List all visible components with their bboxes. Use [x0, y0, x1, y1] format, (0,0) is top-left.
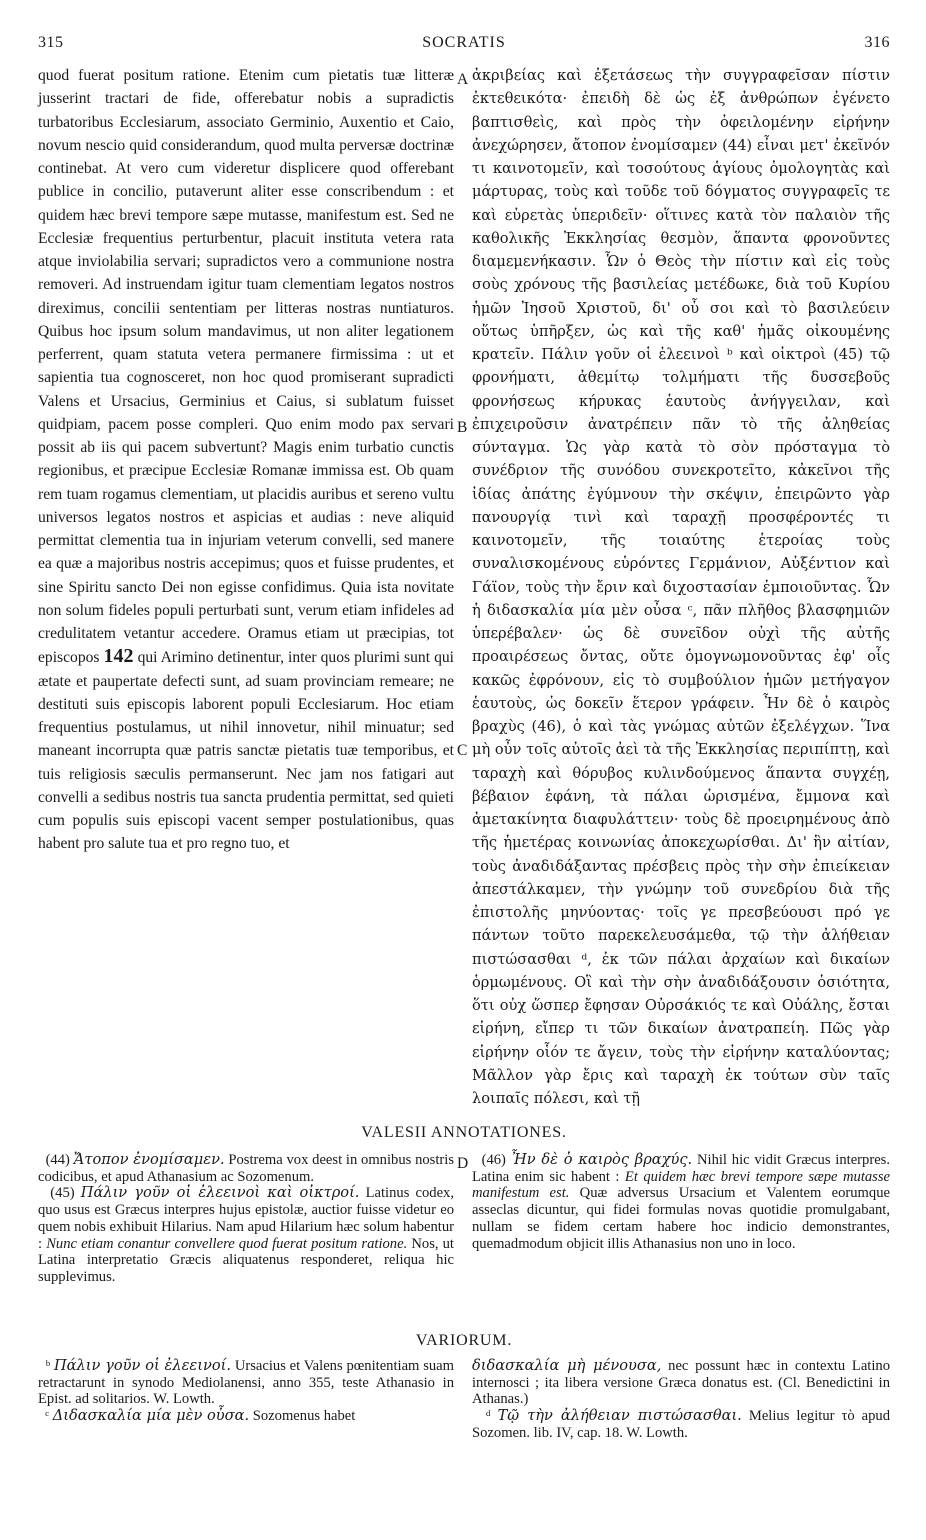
- note-d-greek: Τῷ τὴν ἀλήθειαν πιστώσασθαι.: [497, 1407, 742, 1425]
- latin-text-part2: qui Arimino detinentur, inter quos plurimi sunt qui ætate et paupertate defecti sunt, ad suam provinciam remeare; ne destituti suis episcopis laborent populi Ecclesiarum. Hoc etiam frequentius postulamus, ut nihil innovetur, nihil minuatur; sed maneant incorrupta quæ patris sanctæ pietatis tuæ temporibus, et tuis religiosis sæculis permanserunt. Nec jam nos fatigari aut convelli a sedibus nostris tua sancta prudentia permittat, sed quieti cum populis suis episcopi vacent semper postulationibus, quas habent pro salute tua et pro regno tuo, et: [38, 649, 454, 853]
- note-c-text1: Sozomenus habet: [252, 1408, 356, 1425]
- note-46-quote: Et quidem hæc brevi tempore sæpe mutasse manifestum est.: [472, 1168, 891, 1202]
- note-b-label: ᵇ: [45, 1358, 51, 1374]
- note-d: [472, 1408, 890, 1441]
- running-title: SOCRATIS: [422, 34, 506, 51]
- running-header: [38, 34, 890, 58]
- note-d-text: Melius legitur τὸ apud Sozomen. lib. IV, cap. 18. W. Lowth.: [472, 1408, 891, 1441]
- note-c-greek: Διδασκαλία μία μὲν οὖσα.: [52, 1407, 250, 1425]
- greek-paragraph: ἀκριβείας καὶ ἐξετάσεως τὴν συγγραφεῖσαν πίστιν ἐκτεθεικότα· ἐπειδὴ δὲ ὡς ἐξ ἀνθρώπων ἐγένετο βαπτισθεὶς, καὶ πρὸς τὴν ὀφειλομένην εἰρήνην ἀνεχώρησεν, ἄτοπον ἐνομίσαμεν (44) εἶναι μετ' ἐκεῖνόν τι καινοτομεῖν, καὶ τοσούτους ἁγίους ὁμολογητὰς καὶ μάρτυρας, τοὺς καὶ τοῦδε τοῦ δόγματος συγγραφεῖς τε καὶ εὑρετὰς ὑπεριδεῖν· οἵτινες κατὰ τὸν παλαιὸν τῆς καθολικῆς Ἐκκλησίας θεσμὸν, ἅπαντα φρονοῦντες διαμεμενήκασιν. Ὧν ὁ Θεὸς τὴν πίστιν καὶ εἰς τοὺς σοὺς χρόνους τῆς βασιλείας μετέδωκε, διὰ τοῦ Κυρίου ἡμῶν Ἰησοῦ Χριστοῦ, δι' οὗ σοι καὶ τὸ βασιλεύειν οὕτως ὑπῆρξεν, ὡς καὶ τῆς καθ' ἡμᾶς οἰκουμένης κρατεῖν. Πάλιν γοῦν οἱ ἐλεεινοὶ ᵇ καὶ οἰκτροὶ (45) τῷ φρονήματι, ἀθεμίτῳ τολμήματι τῆς δυσσεβοῦς φρονήσεως κήρυκας ἑαυτοὺς ἀνήγγειλαν, καὶ ἐπιχειροῦσιν ἀνατρέπειν πᾶν τὸ τῆς ἀληθείας σύνταγμα. Ὡς γὰρ κατὰ τὸ σὸν πρόσταγμα τὸ συνέδριον τῆς συνόδου συνεκροτεῖτο, κἀκεῖνοι τῆς ἰδίας ἀπάτης ἐγύμνουν τὴν σκέψιν, ἐπειρῶντο γὰρ πανουργίᾳ τινὶ καὶ ταραχῇ προσφέροντές τι καινοτομεῖν, τῆς τοιαύτης ἑτεροίας τοὺς συναλισκομένους εὑρόντες Γερμάνιον, Αὐξέντιον καὶ Γάϊον, τοὺς τὴν ἔριν καὶ διχοστασίαν ἐμποιοῦντας. Ὧν ἡ διδασκαλία μία μὲν οὖσα ᶜ, πᾶν πλῆθος βλασφημιῶν ὑπερέβαλεν· ὡς δὲ συνεῖδον οὐχὶ τῆς αὐτῆς προαιρέσεως ὄντας, οὔτε ὁμογνωμονοῦντας ἐφ' οἷς κακῶς ἐφρόνουν, εἰς τὸ συμβούλιον ἡμῶν μετήγαγον ἑαυτοὺς, ὡς δοκεῖν ἕτερον γράφειν. Ἦν δὲ ὁ καιρὸς βραχὺς (46), ὁ καὶ τὰς γνώμας αὐτῶν ἐξελέγχων. Ἵνα μὴ οὖν τοῖς αὐτοῖς ἀεὶ τὰ τῆς Ἐκκλησίας περιπίπτῃ, καὶ ταραχὴ καὶ θόρυβος κυλινδούμενος ἅπαντα συγχέῃ, βέβαιον ἐφάνη, τὰ πάλαι ὡρισμένα, ἔμμονα καὶ ἀμετακίνητα διαφυλάττειν· τοὺς δὲ προειρημένους ἀπὸ τῆς ἡμετέρας κοινωνίας ἀποκεχωρίσθαι. Δι' ἣν αἰτίαν, τοὺς ἀναδιδάξαντας πρέσβεις πρὸς τὴν σὴν ἐπιείκειαν ἀπεστάλκαμεν, τὴν γνώμην τοῦ συνεδρίου διὰ τῆς ἐπιστολῆς μηνύοντας· τοῖς γε πρεσβεύουσι πρό γε πάντων τοῦτο παρεκελευσάμεθα, τῷ τὴν ἀλήθειαν πιστώσασθαι ᵈ, ἐκ τῶν πάλαι ἀρχαίων καὶ δικαίων ὁρμωμένους. Οἳ καὶ τὴν σὴν ἀναδιδάξουσιν ὁσιότητα, ὅτι οὐχ ὥσπερ ἔφησαν Οὐρσάκιός τε καὶ Οὐάλης, ἔσται εἰρήνη, εἴπερ τι τῶν δικαίων ἀνατραπείη. Πῶς γὰρ εἰρήνην οἷόν τε ἄγειν, τοὺς τὴν εἰρήνην καταλύοντας; Μᾶλλον γὰρ ἔρις καὶ ταραχὴ ἐκ τούτων σὺν ταῖς λοιπαῖς πόλεσι, καὶ τῇ: [472, 67, 890, 1107]
- note-45: [38, 1185, 454, 1285]
- note-44-label: (44): [45, 1152, 70, 1168]
- note-46-text1: Nihil hic vidit Græcus interpres. Latina enim sic habent :: [472, 1152, 891, 1185]
- note-45-greek: Πάλιν γοῦν οἱ ἐλεεινοὶ καὶ οἰκτροί.: [80, 1184, 360, 1202]
- latin-column: [38, 64, 454, 1110]
- page-number-left: 315: [38, 34, 64, 51]
- valesii-notes-right: [472, 1152, 890, 1252]
- margin-marker-b: B: [457, 419, 468, 436]
- latin-text-part1: quod fuerat positum ratione. Etenim cum pietatis tuæ litteræ jusserint tractari de fide, offerebatur nobis a supradictis turbatoribus Ecclesiarum, associato Germinio, Auxentio et Caio, novum nescio quid considerandum, quod multa perversæ doctrinæ continebat. At vero cum videretur displicere quod offerebant publice in concilio, putaverunt aliter esse conscribendum : et quidem hæc brevi tempore sæpe mutasse, manifestum est. Sed ne Ecclesiæ frequentius perturbentur, placuit instituta vetera rata atque inviolabilia servari; supradictos vero a communione nostra removeri. Ad instruendam igitur tuam clementiam legatos nostros direximus, concilii sententiam per litteras nostras nuntiaturos. Quibus hoc ipsum solum mandavimus, ut non aliter legationem perferrent, quam statuta vetera permanere firmissima : ut et sapientia tua cognosceret, non hoc quod promiserant supradicti Valens et Ursacius, Germinius et Caius, si sublatum fuisset quidpiam, pacem posse compleri. Quo enim modo pax servari possit ab iis qui pacem subvertunt? Magis enim turbatio cunctis regionibus, et præcipue Ecclesiæ Romanæ immissa est. Ob quam rem tuam rogamus clementiam, ut placidis auribus et sereno vultu universos legatos nostros et aspicias et audias : neve aliquid permittat clementia tua in injuriam veterum convelli, sed manere ea quæ a majoribus nostris accepimus; quos et fuisse prudentes, et sine Spiritu sancto Dei non egisse confidimus. Quia ista novitate non solum fideles populi perturbati sunt, verum etiam infideles ad credulitatem vetantur accedere. Oramus etiam ut præcipias, tot episcopos: [38, 67, 454, 667]
- note-d-label: ᵈ: [486, 1408, 491, 1425]
- margin-marker-c: C: [457, 742, 468, 759]
- variorum-title: VARIORUM.: [415, 1332, 513, 1349]
- note-46-label: (46): [481, 1152, 506, 1168]
- variorum-notes-right: [472, 1358, 890, 1442]
- note-c-greek2: διδασκαλία μὴ μένουσα,: [472, 1357, 662, 1374]
- note-44-text: Postrema vox deest in omnibus nostris codicibus, et apud Athanasium ac Sozomenum.: [38, 1152, 455, 1185]
- note-45-quote: Nunc etiam conantur convellere quod fuerat positum ratione.: [46, 1235, 408, 1252]
- page-number-right: 316: [864, 34, 890, 51]
- note-b-greek: Πάλιν γοῦν οἱ ἐλεεινοί.: [53, 1357, 231, 1374]
- note-c: [38, 1408, 454, 1425]
- note-46-greek: Ἦν δὲ ὁ καιρὸς βραχύς.: [510, 1151, 693, 1168]
- greek-column: [472, 64, 890, 1110]
- note-46-text2: Quæ adversus Ursacium et Valentem eorumque asseclas dicuntur, qui fidei formulas novas quotidie promulgabant, nullam se fidem certam habere hoc indicio demonstrantes, quemadmodum objicit illis Athanasius non uno in loco.: [472, 1185, 890, 1252]
- note-b-text: Ursacius et Valens pœnitentiam suam retractarunt in synodo Mediolanensi, anno 355, teste Athanasio in Epist. ad solitarios. W. Lowth.: [38, 1358, 455, 1408]
- note-46: [472, 1152, 890, 1252]
- valesii-title: VALESII ANNOTATIONES.: [361, 1124, 567, 1141]
- note-45-text1: Latinus codex, quo usus est Græcus interpres hujus epistolæ, auctior fuisse videtur eo quem nobis exhibuit Hilarius. Nam apud Hilarium hæc solum habentur :: [38, 1185, 454, 1252]
- latin-paragraph: [38, 64, 454, 856]
- note-44: [38, 1152, 454, 1185]
- note-c-label: ᶜ: [45, 1408, 50, 1425]
- note-c-continued: [472, 1358, 890, 1408]
- margin-marker-a: A: [457, 71, 469, 88]
- valesii-notes-left: [38, 1152, 454, 1286]
- note-45-text2: Nos, ut Latina interpretatio Græcis aliquatenus responderet, reliqua hic supplevimus.: [38, 1235, 454, 1285]
- note-45-label: (45): [50, 1185, 75, 1202]
- note-44-greek: Ἄτοπον ἐνομίσαμεν.: [73, 1151, 225, 1168]
- note-b: [38, 1358, 454, 1408]
- note-c-text2: nec possunt hæc in contextu Latino internosci ; ita libera versione Græca donatus est. (Cl. Benedictini in Athanas.): [472, 1358, 890, 1408]
- variorum-notes-left: [38, 1358, 454, 1425]
- margin-marker-d: D: [457, 1155, 469, 1172]
- column-number: 142: [103, 645, 134, 668]
